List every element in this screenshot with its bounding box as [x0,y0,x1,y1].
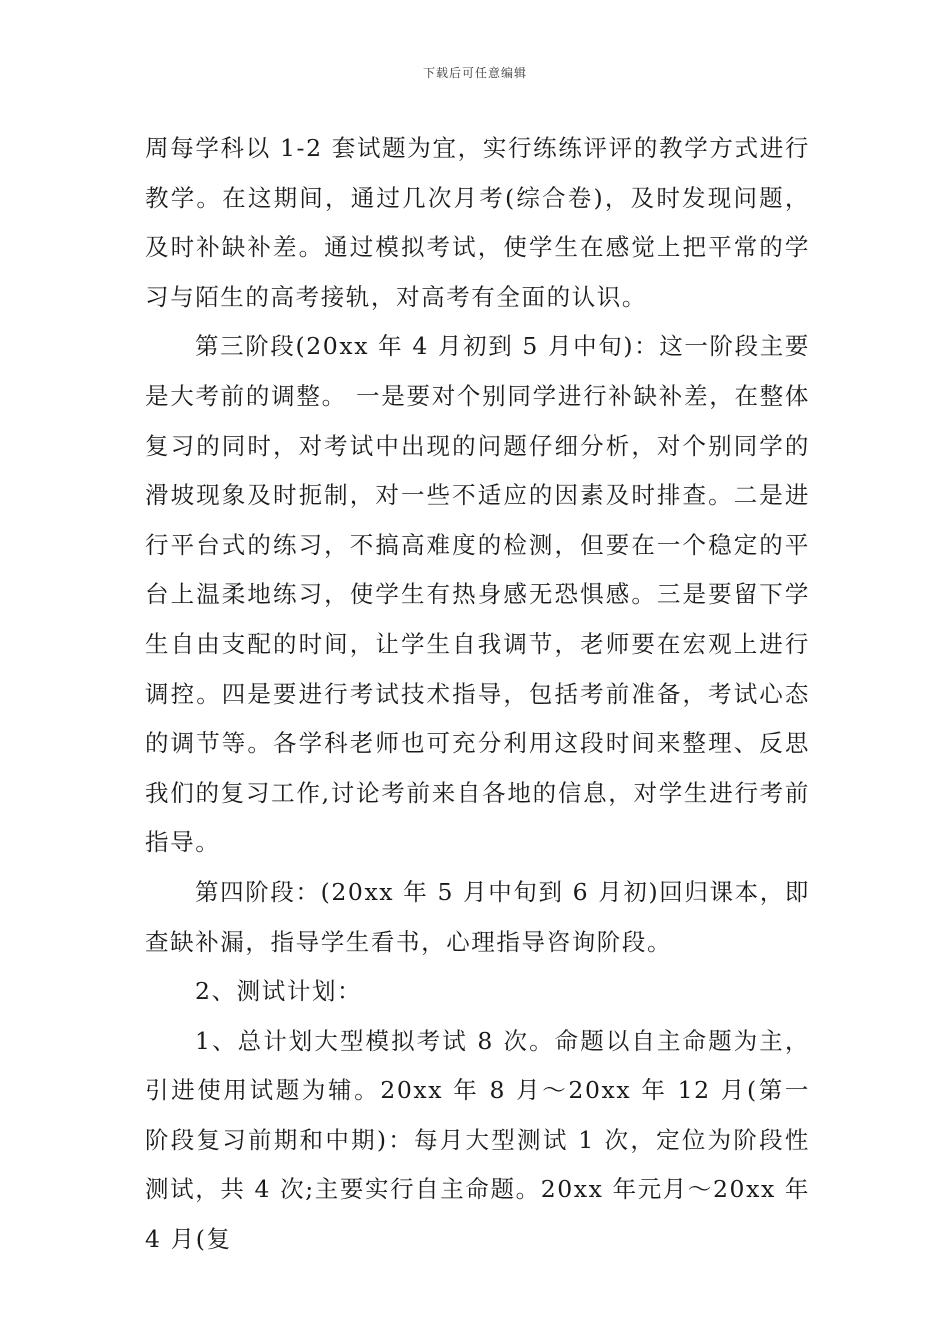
paragraph-continuation: 周每学科以 1-2 套试题为宜，实行练练评评的教学方式进行教学。在这期间，通过几次月考(综合卷)，及时发现问题，及时补缺补差。通过模拟考试，使学生在感觉上把平常的学习与陌生的高考接轨，对高考有全面的认识。 [145,134,810,311]
paragraph-stage-four: 第四阶段：(20xx 年 5 月中旬到 6 月初)回归课本，即查缺补漏，指导学生看书，心理指导咨询阶段。 [145,877,810,956]
page-header: 下载后可任意编辑 [422,66,527,80]
paragraph-stage-three: 第三阶段(20xx 年 4 月初到 5 月中旬)：这一阶段主要是大考前的调整。 一是要对个别同学进行补缺补差，在整体复习的同时，对考试中出现的问题仔细分析，对个别同学的滑坡现象及时扼制，对一些不适应的因素及时排查。二是进行平台式的练习，不搞高难度的检测，但要在一个稳定的平台上温柔地练习，使学生有热身感无恐惧感。三是要留下学生自由支配的时间，让学生自我调节，老师要在宏观上进行调控。四是要进行考试技术指导，包括考前准备，考试心态的调节等。各学科老师也可充分利用这段时间来整理、反思我们的复习工作,讨论考前来自各地的信息，对学生进行考前指导。 [145,332,810,857]
document-body [145,124,810,1265]
section-heading-test-plan: 2、测试计划： [195,977,363,1006]
paragraph-test-plan-item-1: 1、总计划大型模拟考试 8 次。命题以自主命题为主，引进使用试题为辅。20xx 年 8 月～20xx 年 12 月(第一阶段复习前期和中期)：每月大型测试 1 次，定位为阶段性测试，共 4 次;主要实行自主命题。20xx 年元月～20xx 年 4 月(复 [145,1026,810,1254]
